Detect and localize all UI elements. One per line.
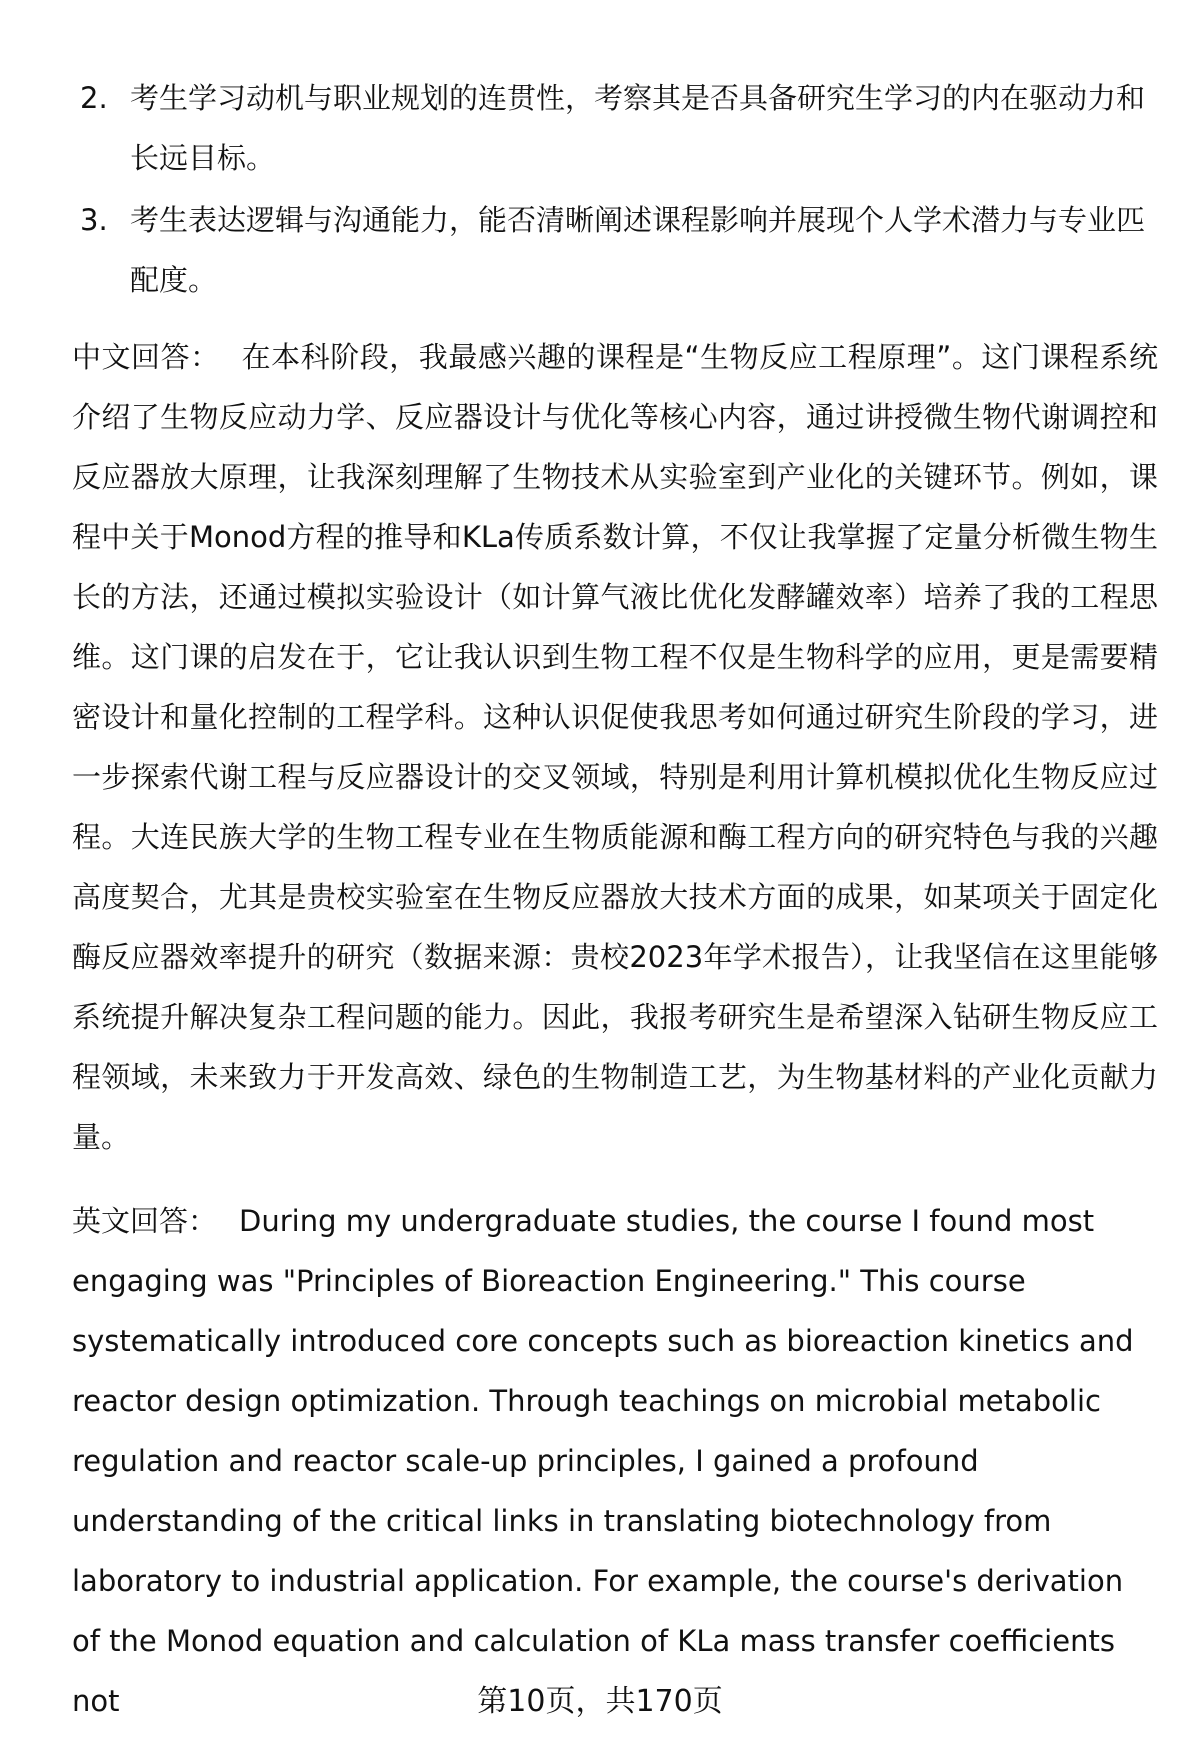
list-item-number: 3.	[80, 203, 108, 237]
evaluation-criteria-list	[80, 68, 1155, 312]
chinese-answer-label: 中文回答：	[72, 340, 220, 374]
chinese-answer-paragraph	[72, 327, 1158, 1167]
list-item-text: 考生表达逻辑与沟通能力，能否清晰阐述课程影响并展现个人学术潜力与专业匹配度。	[130, 203, 1146, 297]
list-item-number: 2.	[80, 81, 108, 115]
list-item	[80, 68, 1155, 188]
english-answer-paragraph	[72, 1191, 1152, 1731]
english-answer-label: 英文回答：	[72, 1204, 218, 1238]
list-item-text: 考生学习动机与职业规划的连贯性，考察其是否具备研究生学习的内在驱动力和长远目标。	[130, 81, 1146, 175]
page-number-footer: 第10页，共170页	[477, 1684, 723, 1719]
list-item	[80, 190, 1155, 310]
chinese-answer-text: 在本科阶段，我最感兴趣的课程是“生物反应工程原理”。这门课程系统介绍了生物反应动力学、反应器设计与优化等核心内容，通过讲授微生物代谢调控和反应器放大原理，让我深刻理解了生物技术从实验室到产业化的关键环节。例如，课程中关于Monod方程的推导和KLa传质系数计算，不仅让我掌握了定量分析微生物生长的方法，还通过模拟实验设计（如计算气液比优化发酵罐效率）培养了我的工程思维。这门课的启发在于，它让我认识到生物工程不仅是生物科学的应用，更是需要精密设计和量化控制的工程学科。这种认识促使我思考如何通过研究生阶段的学习，进一步探索代谢工程与反应器设计的交叉领域，特别是利用计算机模拟优化生物反应过程。大连民族大学的生物工程专业在生物质能源和酶工程方向的研究特色与我的兴趣高度契合，尤其是贵校实验室在生物反应器放大技术方面的成果，如某项关于固定化酶反应器效率提升的研究（数据来源：贵校2023年学术报告），让我坚信在这里能够系统提升解决复杂工程问题的能力。因此，我报考研究生是希望深入钻研生物反应工程领域，未来致力于开发高效、绿色的生物制造工艺，为生物基材料的产业化贡献力量。	[72, 340, 1158, 1154]
english-answer-text: During my undergraduate studies, the course I found most engaging was "Principles of Bioreaction Engineering." This course systematically introduced core concepts such as bioreaction kinetics and reactor design optimization. Through teachings on microbial metabolic regulation and reactor scale-up principles, I gained a profound understanding of the critical links in translating biotechnology from laboratory to industrial application. For example, the course's derivation of the Monod equation and calculation of KLa mass transfer coefficients not	[72, 1204, 1134, 1718]
